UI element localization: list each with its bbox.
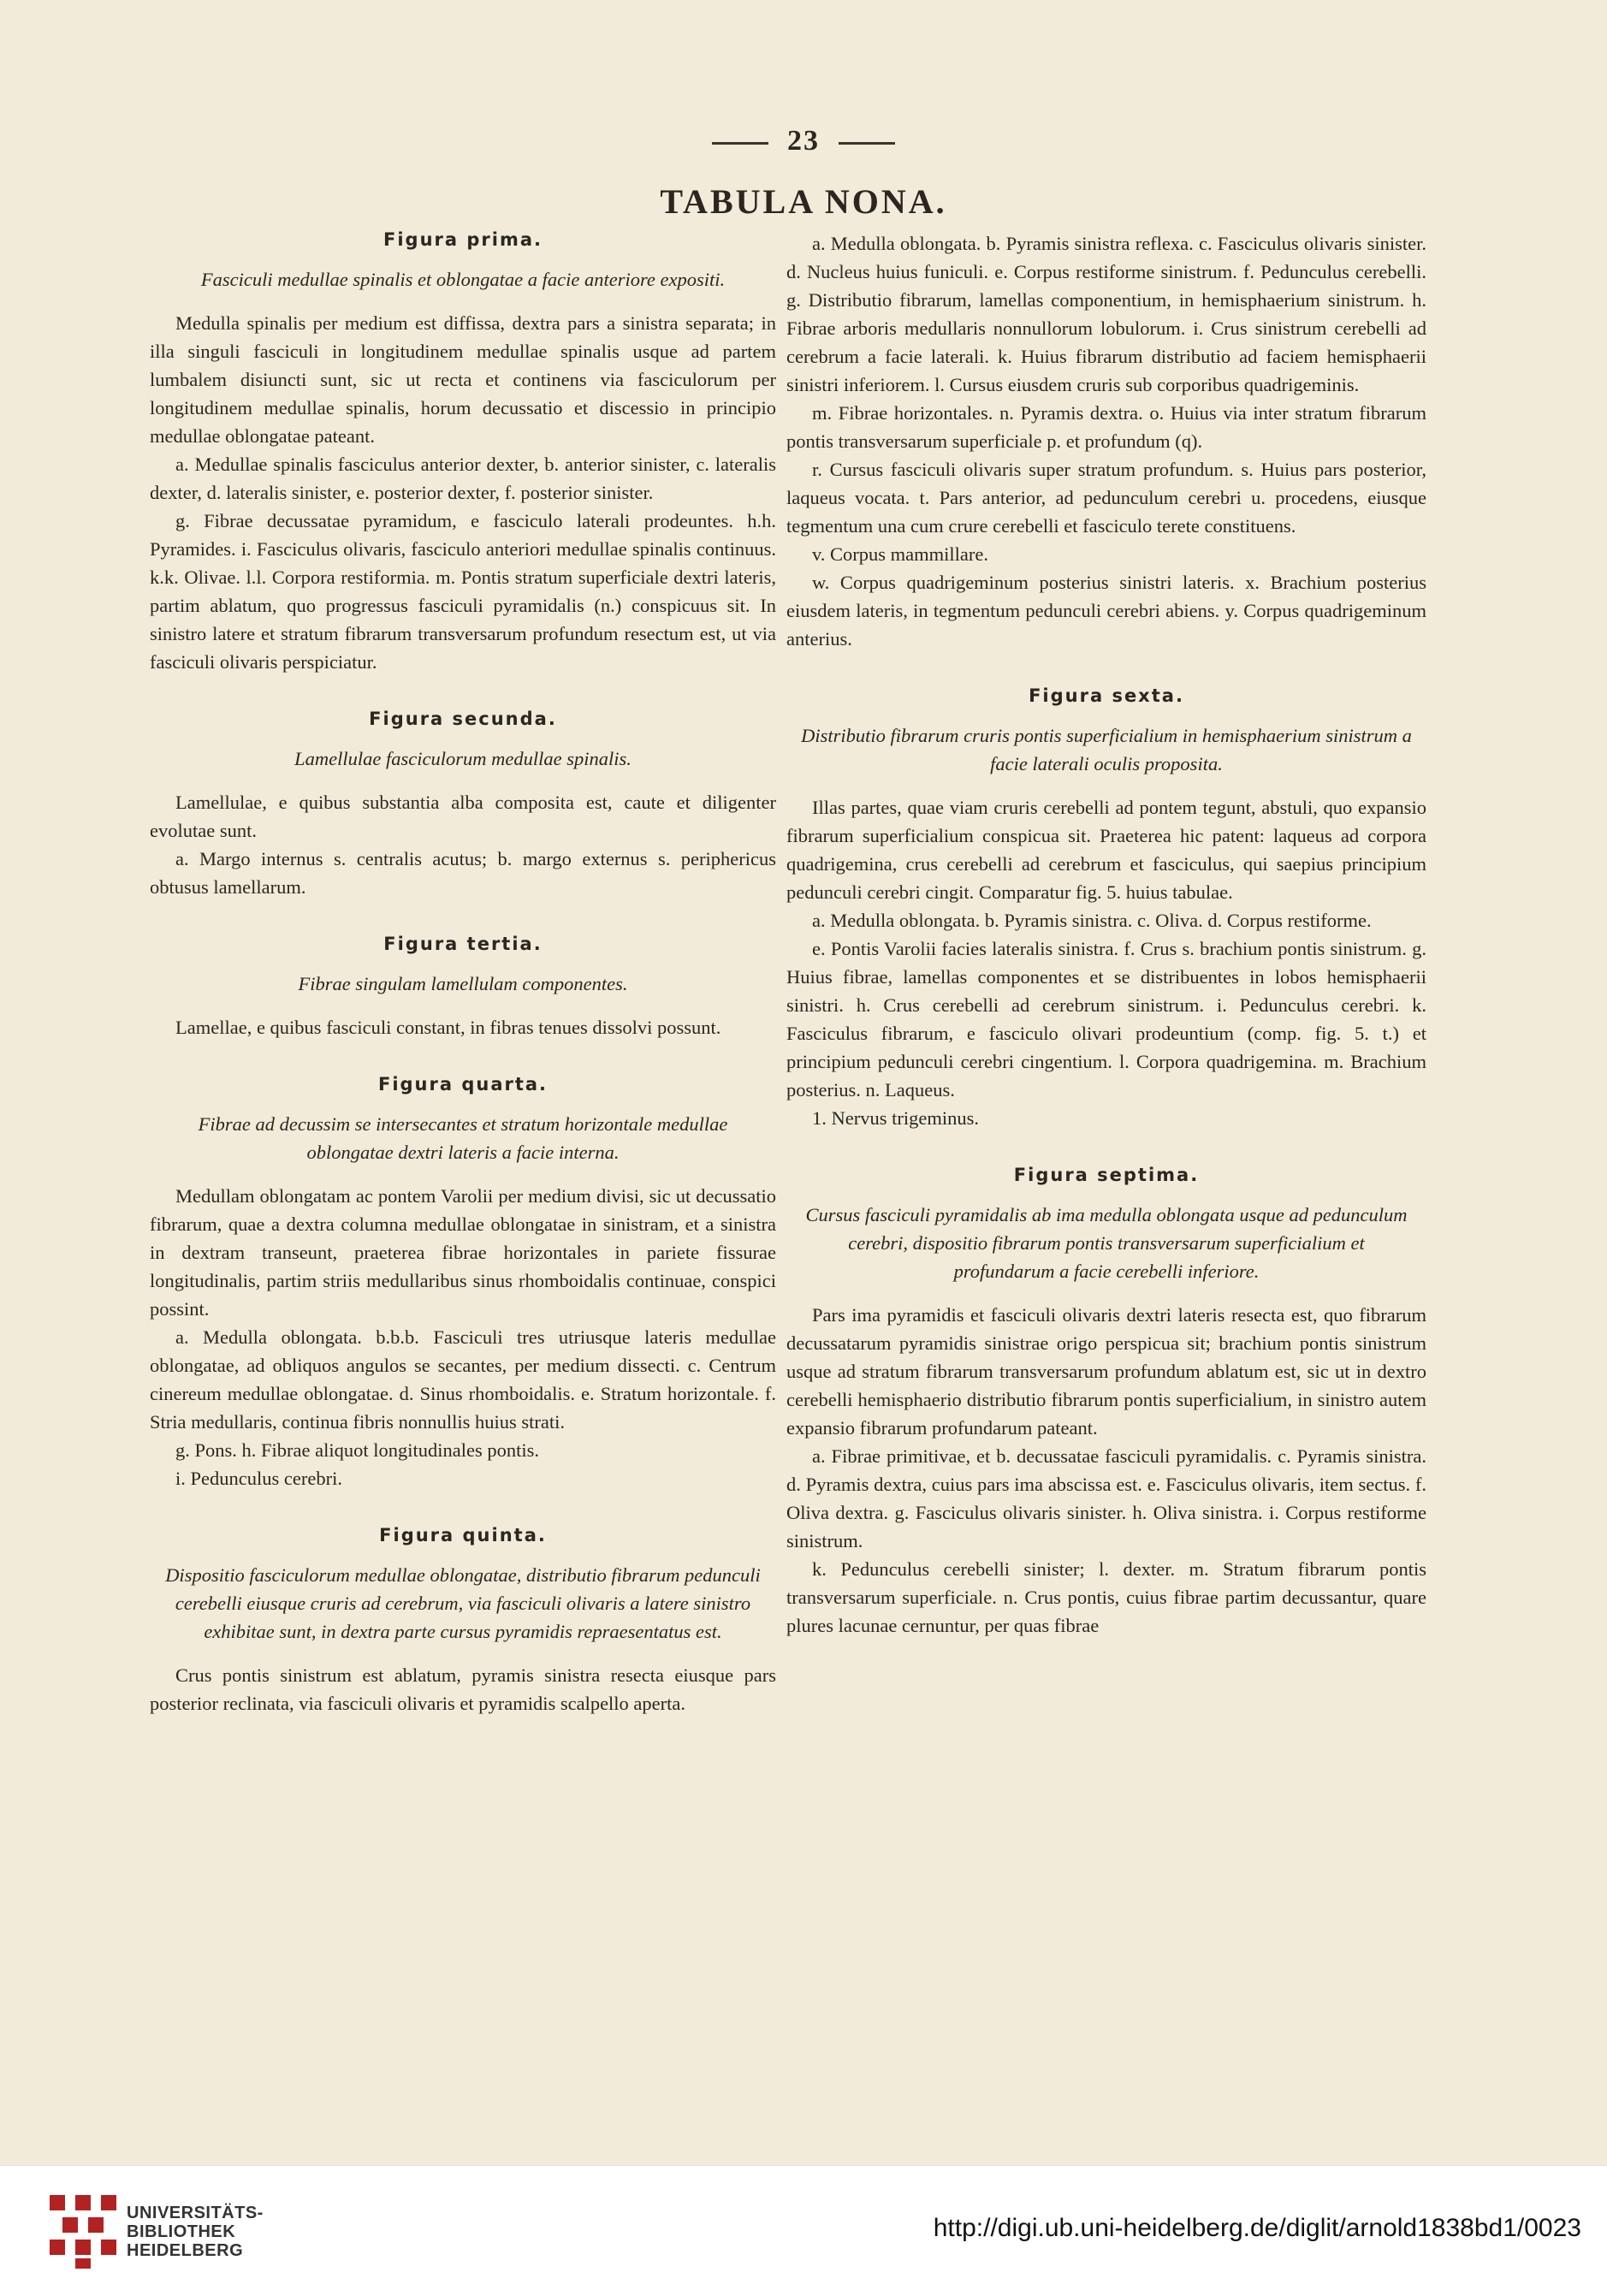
permalink-url[interactable]: http://digi.ub.uni-heidelberg.de/diglit/arnold1838bd1/0023 [933,2214,1581,2242]
body-paragraph: Lamellulae, e quibus substantia alba composita est, caute et diligenter evolutae sunt. [150,792,776,841]
header-rule-right [839,142,895,145]
body-paragraph: Crus pontis sinistrum est ablatum, pyramis sinistra resecta eiusque pars posterior reclinata, via fasciculi olivaris et pyramidis scalpello aperta. [150,1664,776,1714]
body-paragraph: e. Pontis Varolii facies lateralis sinistra. f. Crus s. brachium pontis sinistrum. g. Huius fibrae, lamellas componentes et se distribuentes in lobos hemisphaerii sinistri. h. Crus cerebelli ad cerebrum sinistrum. i. Pedunculus cerebri. k. Fasciculus fibrarum, e fasciculo olivari prodeuntium (comp. fig. 5. t.) et principium pedunculi cerebri cingentium. l. Corpora quadrigemina. m. Brachium posterius. n. Laqueus. [786,938,1426,1101]
header-rule-left [712,142,768,145]
figure-heading: Figura quinta. [379,1525,547,1545]
body-paragraph: 1. Nervus trigeminus. [812,1107,979,1129]
figure-subtitle: Fasciculi medullae spinalis et oblongatae a facie anteriore expositi. [200,269,726,290]
body-paragraph: a. Margo internus s. centralis acutus; b. margo externus s. periphericus obtusus lamellarum. [150,848,776,898]
page-number-header [0,125,1607,157]
body-paragraph: k. Pedunculus cerebelli sinister; l. dexter. m. Stratum fibrarum pontis transversarum superficiale. n. Crus pontis, cuius fibrae partim decussantur, quare plures lacunae cernuntur, per quas fibrae [786,1558,1426,1636]
page-number: 23 [787,125,820,157]
body-paragraph: Lamellae, e quibus fasciculi constant, in fibras tenues dissolvi possunt. [175,1017,721,1038]
body-paragraph: g. Pons. h. Fibrae aliquot longitudinales pontis. [175,1439,539,1461]
library-name-line: HEIDELBERG [127,2241,244,2260]
body-paragraph: i. Pedunculus cerebri. [175,1468,342,1489]
figure-heading: Figura tertia. [383,934,543,954]
figure-heading: Figura secunda. [369,709,557,729]
body-paragraph: a. Medulla oblongata. b. Pyramis sinistra reflexa. c. Fasciculus olivaris sinister. d. Nucleus huius funiculi. e. Corpus restiforme sinistrum. f. Pedunculus cerebelli. g. Distributio fibrarum, lamellas componentium, in hemisphaerium sinistrum. h. Fibrae arboris medullaris nonnullorum lobulorum. i. Crus sinistrum cerebelli ad cerebrum a facie laterali. k. Huius fibrarum distributio ad faciem hemisphaerii sinistri inferiorem. l. Cursus eiusdem cruris sub corporibus quadrigeminis. [786,233,1426,395]
figure-subtitle: Dispositio fasciculorum medullae oblongatae, distributio fibrarum pedunculi cerebelli eiusque cruris ad cerebrum, via fasciculi olivaris a latere sinistro exhibitae sunt, in dextra parte cursus pyramidis repraesentatus est. [165,1564,761,1642]
left-column [150,229,776,1718]
body-paragraph: a. Fibrae primitivae, et b. decussatae fasciculi pyramidalis. c. Pyramis sinistra. d. Pyramis dextra, cuius pars ima abscissa est. e. Fasciculus olivaris, item sectus. f. Oliva dextra. g. Fasciculus olivaris sinister. h. Oliva sinistra. i. Corpus restiforme sinistrum. [786,1445,1426,1551]
plate-title: TABULA NONA. [660,182,947,221]
figure-heading: Figura septima. [1013,1165,1200,1185]
body-paragraph: Medullam oblongatam ac pontem Varolii per medium divisi, sic ut decussatio fibrarum, quae a dextra columna medullae oblongatae in sinistram, et a sinistra in dextram transeunt, praeterea fibrae horizontales in pariete fissurae longitudinalis, partim striis medullaribus sinus rhomboidalis continuae, conspici possint. [150,1185,776,1320]
library-name[interactable] [127,2204,264,2260]
library-name-line: BIBLIOTHEK [127,2222,236,2241]
body-paragraph: Illas partes, quae viam cruris cerebelli ad pontem tegunt, abstuli, quo expansio fibrarum superficialium conspicua sit. Praeterea hic patent: laqueus ad corpora quadrigemina, crus cerebelli ad cerebrum et fasciculus, qui saepius principium pedunculi cerebri cingit. Comparatur fig. 5. huius tabulae. [786,797,1426,903]
library-name-line: UNIVERSITÄTS- [127,2204,264,2222]
body-paragraph: Pars ima pyramidis et fasciculi olivaris dextri lateris resecta est, quo fibrarum decussatarum pyramidis sinistrae origo perspicua sit; brachium pontis sinistrum usque ad stratum fibrarum transversarum profundum ablatum est, sic ut in dextro cerebelli hemisphaerio distributio fibrarum pontis superficialium, in sinistro autem expansio fibrarum profundarum pateant. [786,1304,1426,1439]
body-paragraph: a. Medulla oblongata. b.b.b. Fasciculi tres utriusque lateris medullae oblongatae, ad obliquos angulos se secantes, per medium dissecti. c. Centrum cinereum medullae oblongatae. d. Sinus rhomboidalis. e. Stratum horizontale. f. Stria medullaris, continua fibris nonnullis huius strati. [150,1326,776,1433]
body-paragraph: m. Fibrae horizontales. n. Pyramis dextra. o. Huius via inter stratum fibrarum pontis transversarum superficiale p. et profundum (q). [786,402,1426,452]
figure-heading: Figura prima. [383,229,543,250]
digitization-footer [0,2165,1607,2296]
body-paragraph: v. Corpus mammillare. [812,543,989,565]
figure-heading: Figura sexta. [1029,685,1184,706]
figure-subtitle: Fibrae singulam lamellulam componentes. [298,973,628,994]
right-column [786,229,1426,1640]
figure-heading: Figura quarta. [377,1074,549,1095]
body-paragraph: r. Cursus fasciculi olivaris super stratum profundum. s. Huius pars posterior, laqueus vocata. t. Pars anterior, ad pedunculum cerebri u. procedens, eiusque tegmentum una cum crure cerebelli et fasciculo terete constituens. [786,459,1426,537]
figure-subtitle: Fibrae ad decussim se intersecantes et stratum horizontale medullae oblongatae dextri lateris a facie interna. [198,1113,728,1163]
figure-subtitle: Cursus fasciculi pyramidalis ab ima medulla oblongata usque ad pedunculum cerebri, dispositio fibrarum pontis transversarum superficialium et profundarum a facie cerebelli inferiore. [805,1204,1408,1282]
heidelberg-logo-icon[interactable] [50,2195,116,2273]
body-paragraph: g. Fibrae decussatae pyramidum, e fasciculo laterali prodeuntes. h.h. Pyramides. i. Fasciculus olivaris, fasciculo anteriori medullae spinalis continuus. k.k. Olivae. l.l. Corpora restiformia. m. Pontis stratum superficiale dextri lateris, partim ablatum, quo progressus fasciculi pyramidalis (n.) conspicuus sit. In sinistro latere et stratum fibrarum transversarum profundum resectum est, ut via fasciculi olivaris perspiciatur. [150,510,776,673]
body-paragraph: a. Medulla oblongata. b. Pyramis sinistra. c. Oliva. d. Corpus restiforme. [812,910,1372,931]
figure-subtitle: Distributio fibrarum cruris pontis superficialium in hemisphaerium sinistrum a facie laterali oculis proposita. [801,725,1412,774]
body-paragraph: Medulla spinalis per medium est diffissa, dextra pars a sinistra separata; in illa singuli fasciculi in longitudinem medullae spinalis usque ad partem lumbalem disiuncti sunt, sic ut recta et continens via fasciculorum per longitudinem medullae spinalis, horum decussatio et discessio in principio medullae oblongatae pateant. [150,312,776,447]
body-paragraph: a. Medullae spinalis fasciculus anterior dexter, b. anterior sinister, c. lateralis dexter, d. lateralis sinister, e. posterior dexter, f. posterior sinister. [150,454,776,503]
body-paragraph: w. Corpus quadrigeminum posterius sinistri lateris. x. Brachium posterius eiusdem lateris, in tegmentum pedunculi cerebri abiens. y. Corpus quadrigeminum anterius. [786,572,1426,650]
figure-subtitle: Lamellulae fasciculorum medullae spinalis. [294,748,632,769]
